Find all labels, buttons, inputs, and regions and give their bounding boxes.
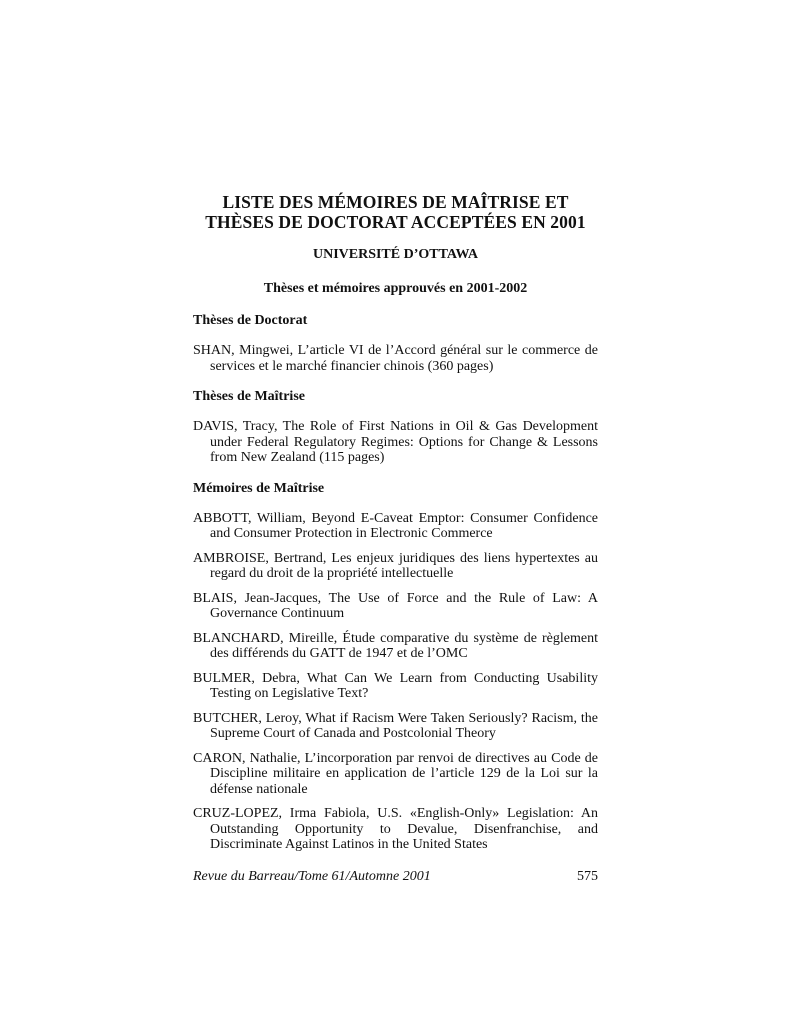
list-item: DAVIS, Tracy, The Role of First Nations in Oil & Gas Development under Federal Regulatory Regimes: Options for Change & Lessons from New Zealand (115 pages) xyxy=(193,419,598,465)
journal-citation: Revue du Barreau/Tome 61/Automne 2001 xyxy=(193,869,431,884)
list-item: CRUZ-LOPEZ, Irma Fabiola, U.S. «English-Only» Legislation: An Outstanding Opportunity to Devalue, Disenfranchise, and Discriminate Against Latinos in the United States xyxy=(193,806,598,852)
document-title xyxy=(193,192,598,232)
section-heading-maitrise-theses: Thèses de Maîtrise xyxy=(193,389,305,404)
entry-list-doctorat xyxy=(193,343,598,374)
text-column xyxy=(193,192,598,853)
list-item: AMBROISE, Bertrand, Les enjeux juridiques des liens hypertextes au regard du droit de la propriété intellectuelle xyxy=(193,550,598,581)
list-item: ABBOTT, William, Beyond E-Caveat Emptor: Consumer Confidence and Consumer Protection in Electronic Commerce xyxy=(193,510,598,541)
document-title-line-2: THÈSES DE DOCTORAT ACCEPTÉES EN 2001 xyxy=(205,212,586,232)
list-item: BUTCHER, Leroy, What if Racism Were Taken Seriously? Racism, the Supreme Court of Canada and Postcolonial Theory xyxy=(193,710,598,741)
list-item: BLAIS, Jean-Jacques, The Use of Force and the Rule of Law: A Governance Continuum xyxy=(193,590,598,621)
university-heading: UNIVERSITÉ D’OTTAWA xyxy=(312,247,479,262)
list-item: BULMER, Debra, What Can We Learn from Conducting Usability Testing on Legislative Text? xyxy=(193,670,598,701)
page-number: 575 xyxy=(577,869,598,884)
list-item: BLANCHARD, Mireille, Étude comparative du système de règlement des différends du GATT de 1947 et de l’OMC xyxy=(193,630,598,661)
document-title-line-1: LISTE DES MÉMOIRES DE MAÎTRISE ET xyxy=(222,192,569,212)
entry-list-maitrise-theses xyxy=(193,419,598,466)
section-heading-doctorat: Thèses de Doctorat xyxy=(193,313,308,328)
list-item: CARON, Nathalie, L’incorporation par renvoi de directives au Code de Discipline militaire en application de l’article 129 de la Loi sur la défense nationale xyxy=(193,750,598,797)
entry-list-maitrise-memoires xyxy=(193,511,598,853)
page-footer xyxy=(193,868,598,886)
section-heading-maitrise-memoires: Mémoires de Maîtrise xyxy=(193,480,325,496)
subtitle: Thèses et mémoires approuvés en 2001-2002 xyxy=(263,281,528,296)
list-item: SHAN, Mingwei, L’article VI de l’Accord général sur le commerce de services et le marché financier chinois (360 pages) xyxy=(193,343,598,374)
